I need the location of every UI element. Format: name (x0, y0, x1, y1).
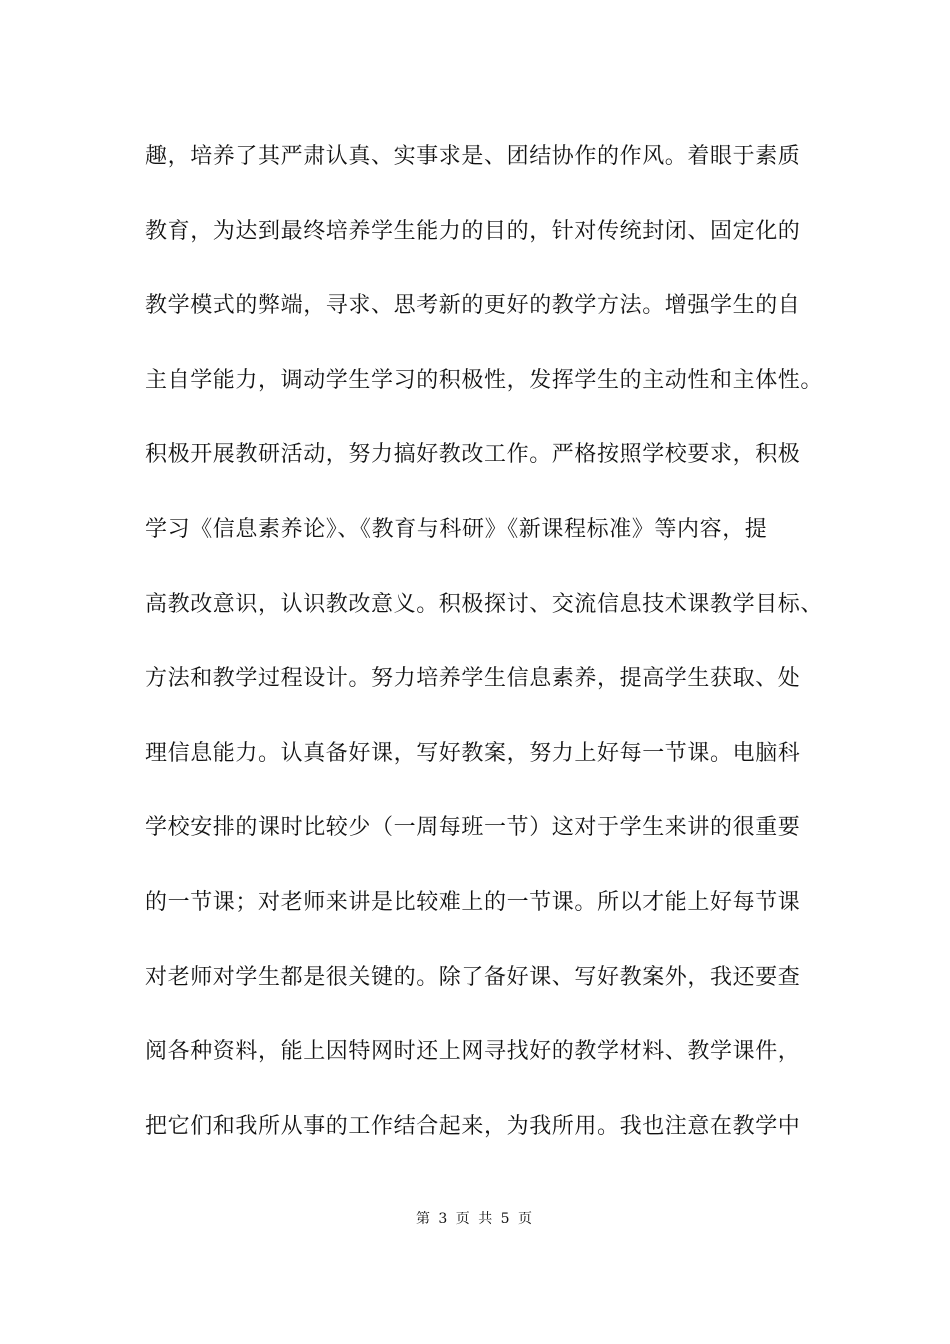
text-line: 教学模式的弊端，寻求、思考新的更好的教学方法。增强学生的自 (145, 293, 801, 319)
text-line: 把它们和我所从事的工作结合起来，为我所用。我也注意在教学中 (145, 1113, 801, 1139)
text-line: 方法和教学过程设计。努力培养学生信息素养，提高学生获取、处 (145, 666, 801, 692)
text-line: 趣，培养了其严肃认真、实事求是、团结协作的作风。着眼于素质 (145, 144, 801, 169)
text-line: 学校安排的课时比较少（一周每班一节）这对于学生来讲的很重要 (145, 815, 801, 841)
text-line: 教育，为达到最终培养学生能力的目的，针对传统封闭、固定化的 (145, 218, 801, 244)
text-line: 阅各种资料，能上因特网时还上网寻找好的教学材料、教学课件， (145, 1039, 801, 1065)
text-line: 理信息能力。认真备好课，写好教案，努力上好每一节课。电脑科 (145, 740, 801, 766)
text-line: 高教改意识，认识教改意义。积极探讨、交流信息技术课教学目标、 (145, 591, 824, 617)
text-line: 对老师对学生都是很关键的。除了备好课、写好教案外，我还要查 (145, 964, 801, 990)
text-line: 主自学能力，调动学生学习的积极性，发挥学生的主动性和主体性。 (145, 367, 824, 393)
text-line: 学习《信息素养论》、《教育与科研》《新课程标准》等内容，提 (145, 516, 768, 542)
text-line: 积极开展教研活动，努力搞好教改工作。严格按照学校要求，积极 (145, 442, 801, 468)
body-text (145, 138, 825, 1182)
text-line: 的一节课；对老师来讲是比较难上的一节课。所以才能上好每节课 (145, 889, 801, 915)
page-number-footer: 第 3 页 共 5 页 (415, 1211, 535, 1227)
